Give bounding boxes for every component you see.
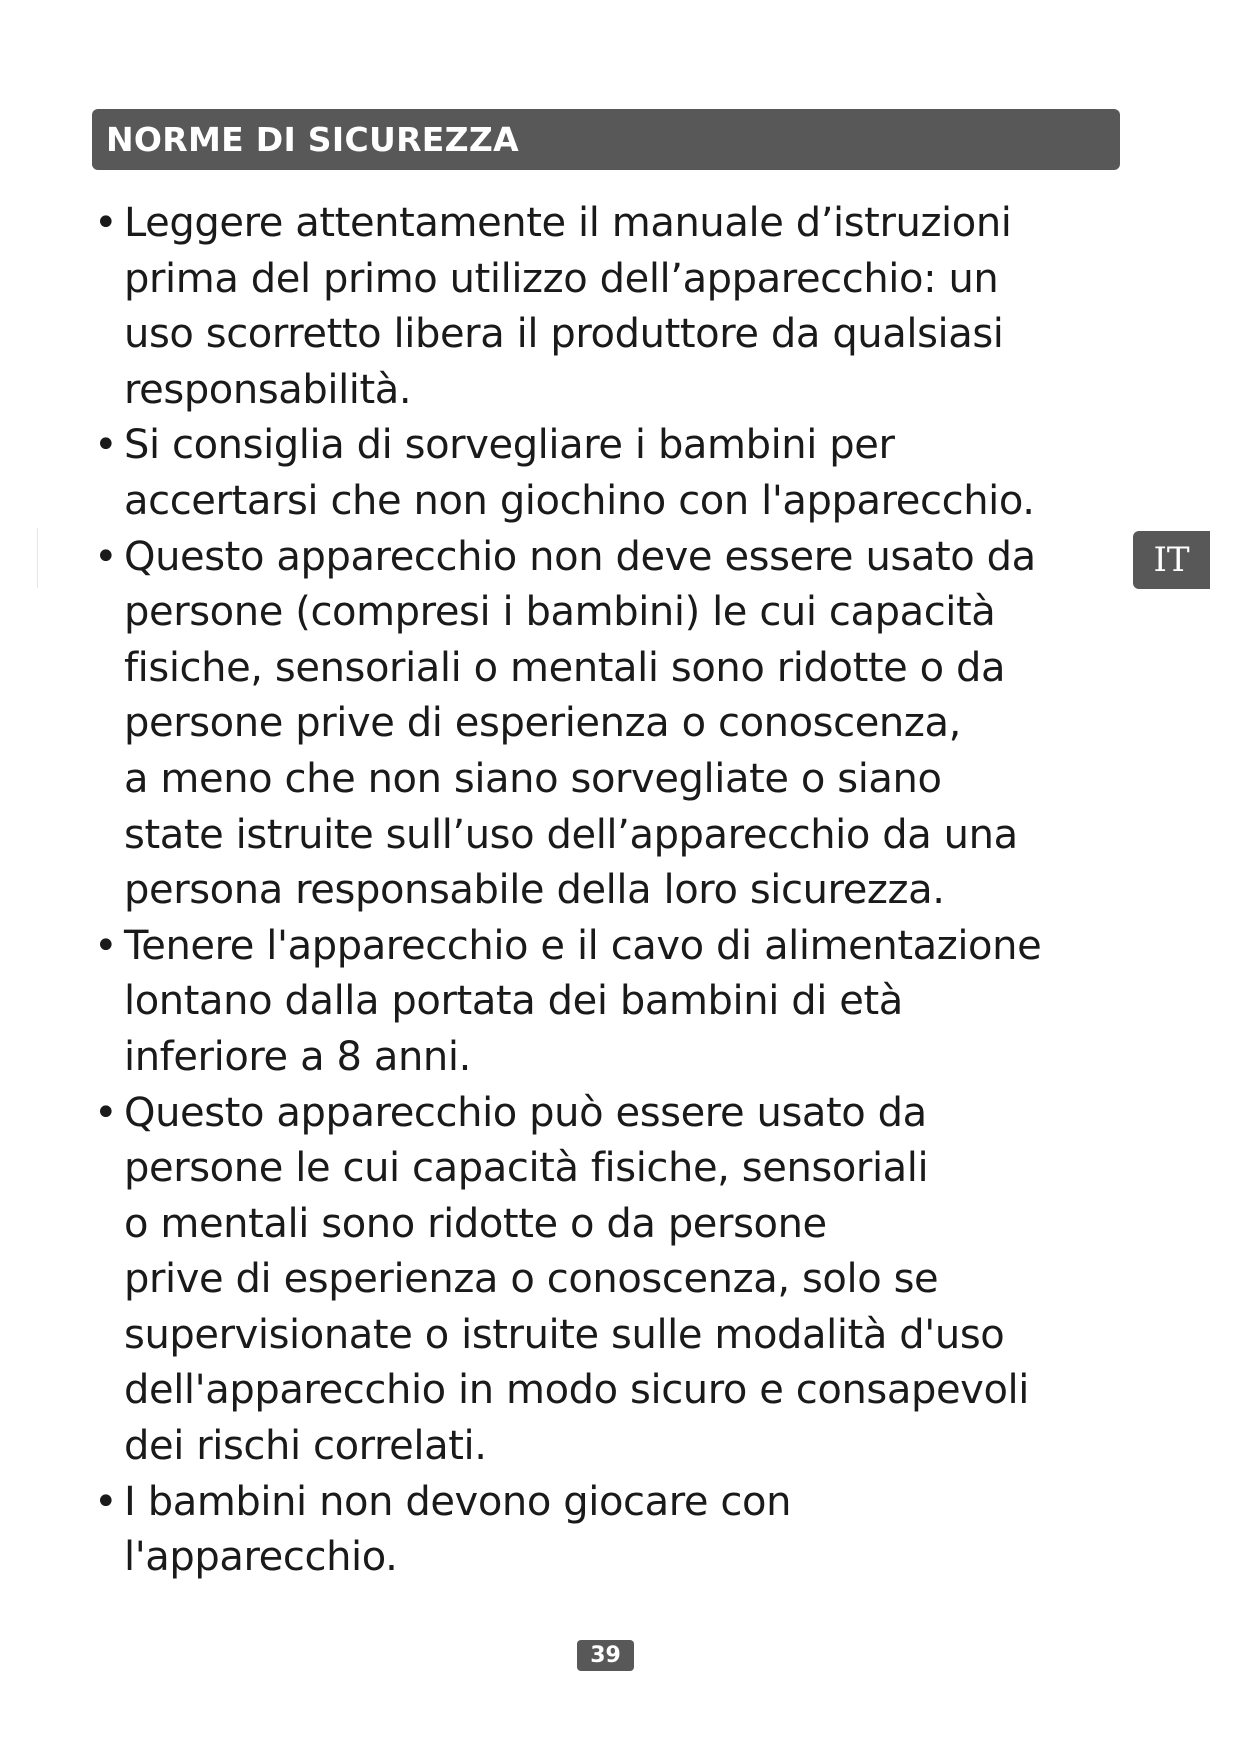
page-number-badge: 39 — [577, 1640, 634, 1671]
bullet-line: persone prive di esperienza o conoscenza, — [124, 700, 961, 747]
bullet-line: fisiche, sensoriali o mentali sono ridotte o da — [124, 644, 1006, 691]
bullet-item-6 — [94, 1475, 1144, 1586]
section-header — [92, 109, 1120, 170]
bullet-line: uso scorretto libera il produttore da qualsiasi — [124, 311, 1004, 358]
bullet-line: prive di esperienza o conoscenza, solo se — [124, 1256, 939, 1303]
bullet-icon: • — [94, 200, 118, 246]
bullet-line: o mentali sono ridotte o da persone — [124, 1200, 827, 1247]
bullet-line: Si consiglia di sorvegliare i bambini per — [124, 422, 895, 469]
bullet-item-2 — [94, 418, 1144, 529]
bullet-icon: • — [94, 533, 118, 580]
safety-bullet-list — [94, 196, 1144, 1586]
bullet-icon: • — [94, 1089, 118, 1136]
bullet-icon: • — [94, 922, 118, 969]
section-title: NORME DI SICUREZZA — [106, 120, 519, 159]
bullet-line: inferiore a 8 anni. — [124, 1033, 471, 1080]
bullet-line: Questo apparecchio può essere usato da — [124, 1089, 927, 1136]
bullet-item-1 — [94, 196, 1144, 418]
bullet-icon: • — [94, 422, 118, 469]
bullet-item-4 — [94, 919, 1144, 1086]
bullet-item-5 — [94, 1086, 1144, 1475]
bullet-line: supervisionate o istruite sulle modalità d'uso — [124, 1311, 1005, 1358]
bullet-line: a meno che non siano sorvegliate o siano — [124, 755, 942, 802]
bullet-line: prima del primo utilizzo dell’apparecchio: un — [124, 255, 999, 302]
bullet-icon: • — [94, 1478, 118, 1525]
bullet-line: lontano dalla portata dei bambini di età — [124, 978, 903, 1025]
bullet-line: dei rischi correlati. — [124, 1423, 487, 1470]
bullet-line: persone le cui capacità fisiche, sensoriali — [124, 1145, 929, 1192]
bullet-line: state istruite sull’uso dell’apparecchio da una — [124, 811, 1018, 858]
bullet-line: Leggere attentamente il manuale d’istruzioni — [124, 200, 1012, 246]
bullet-line: Tenere l'apparecchio e il cavo di alimentazione — [124, 922, 1042, 969]
bullet-line: dell'apparecchio in modo sicuro e consapevoli — [124, 1367, 1029, 1414]
bullet-line: persone (compresi i bambini) le cui capacità — [124, 589, 996, 636]
bullet-line: l'apparecchio. — [124, 1534, 398, 1581]
bullet-line: accertarsi che non giochino con l'apparecchio. — [124, 477, 1035, 524]
bullet-line: I bambini non devono giocare con — [124, 1478, 792, 1525]
bullet-line: persona responsabile della loro sicurezza. — [124, 867, 945, 914]
margin-line — [37, 528, 38, 588]
language-tab: IT — [1133, 531, 1210, 589]
bullet-line: Questo apparecchio non deve essere usato da — [124, 533, 1036, 580]
bullet-item-3 — [94, 530, 1144, 919]
bullet-line: responsabilità. — [124, 366, 412, 413]
